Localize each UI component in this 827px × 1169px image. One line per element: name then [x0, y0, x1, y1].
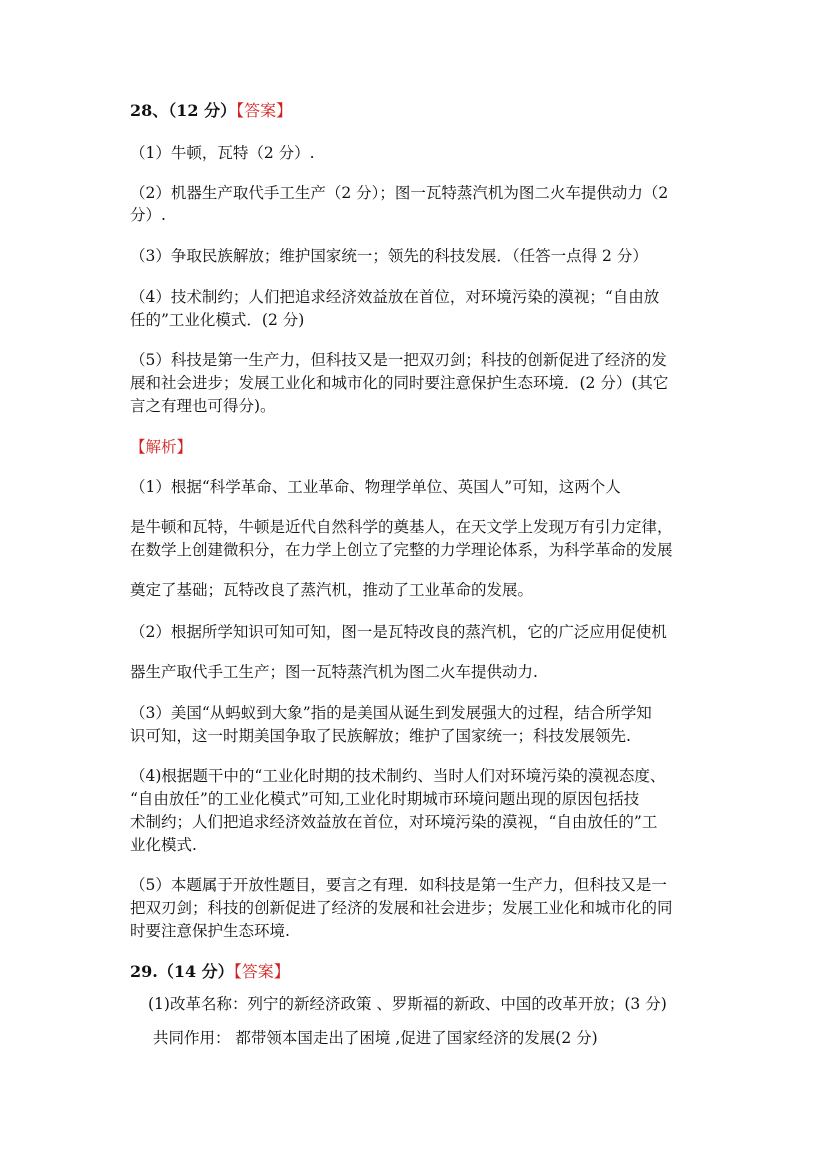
q28-answer-5-line3: 言之有理也可得分)。 — [130, 397, 276, 415]
q28-answer-4-line1: （4）技术制约；人们把追求经济效益放在首位，对环境污染的漠视；“自由放 — [130, 288, 660, 306]
analysis-1-line4: 奠定了基础；瓦特改良了蒸汽机，推动了工业革命的发展。 — [130, 581, 534, 599]
analysis-4-line3: 术制约；人们把追求经济效益放在首位，对环境污染的漠视，“自由放任的”工 — [130, 813, 658, 831]
q28-answer-5-line1: （5）科技是第一生产力，但科技又是一把双刃剑；科技的创新促进了经济的发 — [130, 351, 667, 369]
analysis-3-line2: 识可知，这一时期美国争取了民族解放；维护了国家统一；科技发展领先. — [130, 727, 631, 745]
analysis-5-line3: 时要注意保护生态环境. — [130, 922, 290, 940]
q28-answer-4-line2: 任的”工业化模式．(2 分) — [130, 311, 305, 329]
analysis-1-line2: 是牛顿和瓦特，牛顿是近代自然科学的奠基人，在天文学上发现万有引力定律， — [130, 518, 673, 536]
analysis-4-line4: 业化模式. — [130, 836, 197, 854]
q28-answer-1: （1）牛顿，瓦特（2 分）. — [130, 144, 315, 162]
q28-answer-2-line2: 分）. — [130, 206, 166, 224]
q28-number: 28、（12 分） — [130, 101, 237, 120]
q28-answer-5-line2: 展和社会进步；发展工业化和城市化的同时要注意保护生态环境．(2 分）(其它 — [130, 374, 669, 392]
q28-analysis-tag: 【解析】 — [130, 438, 193, 456]
analysis-1-line1: （1）根据“科学革命、工业革命、物理学单位、英国人”可知，这两个人 — [130, 478, 621, 496]
q28-answer-2-line1: （2）机器生产取代手工生产（2 分）；图一瓦特蒸汽机为图二火车提供动力（2 — [130, 184, 669, 202]
q28-heading — [130, 97, 705, 125]
q29-answer-1: (1)改革名称：列宁的新经济政策 、罗斯福的新政、中国的改革开放；(3 分) — [148, 995, 667, 1013]
q28-answer-tag: 【答案】 — [236, 101, 293, 120]
analysis-3-line1: （3）美国“从蚂蚁到大象”指的是美国从诞生到发展强大的过程，结合所学知 — [130, 704, 652, 722]
analysis-2-line2: 器生产取代手工生产；图一瓦特蒸汽机为图二火车提供动力. — [130, 663, 538, 681]
analysis-2-line1: （2）根据所学知识可知可知，图一是瓦特改良的蒸汽机，它的广泛应用促使机 — [130, 623, 667, 641]
analysis-1-line3: 在数学上创建微积分，在力学上创立了完整的力学理论体系，为科学革命的发展 — [130, 541, 673, 559]
q29-answer-tag: 【答案】 — [233, 962, 290, 981]
q29-common-effect: 共同作用： 都带领本国走出了困境 ,促进了国家经济的发展(2 分) — [153, 1029, 598, 1047]
q29-number: 29.（14 分） — [130, 962, 234, 981]
analysis-4-line2: “自由放任”的工业化模式”可知,工业化时期城市环境问题出现的原因包括技 — [130, 790, 640, 808]
analysis-5-line2: 把双刃剑；科技的创新促进了经济的发展和社会进步；发展工业化和城市化的同 — [130, 899, 673, 917]
q29-heading — [130, 958, 705, 986]
analysis-4-line1: （4)根据题干中的“工业化时期的技术制约、当时人们对环境污染的漠视态度、 — [130, 767, 666, 785]
analysis-5-line1: （5）本题属于开放性题目，要言之有理．如科技是第一生产力，但科技又是一 — [130, 876, 667, 894]
q28-answer-3: （3）争取民族解放；维护国家统一；领先的科技发展．（任答一点得 2 分） — [130, 247, 648, 265]
